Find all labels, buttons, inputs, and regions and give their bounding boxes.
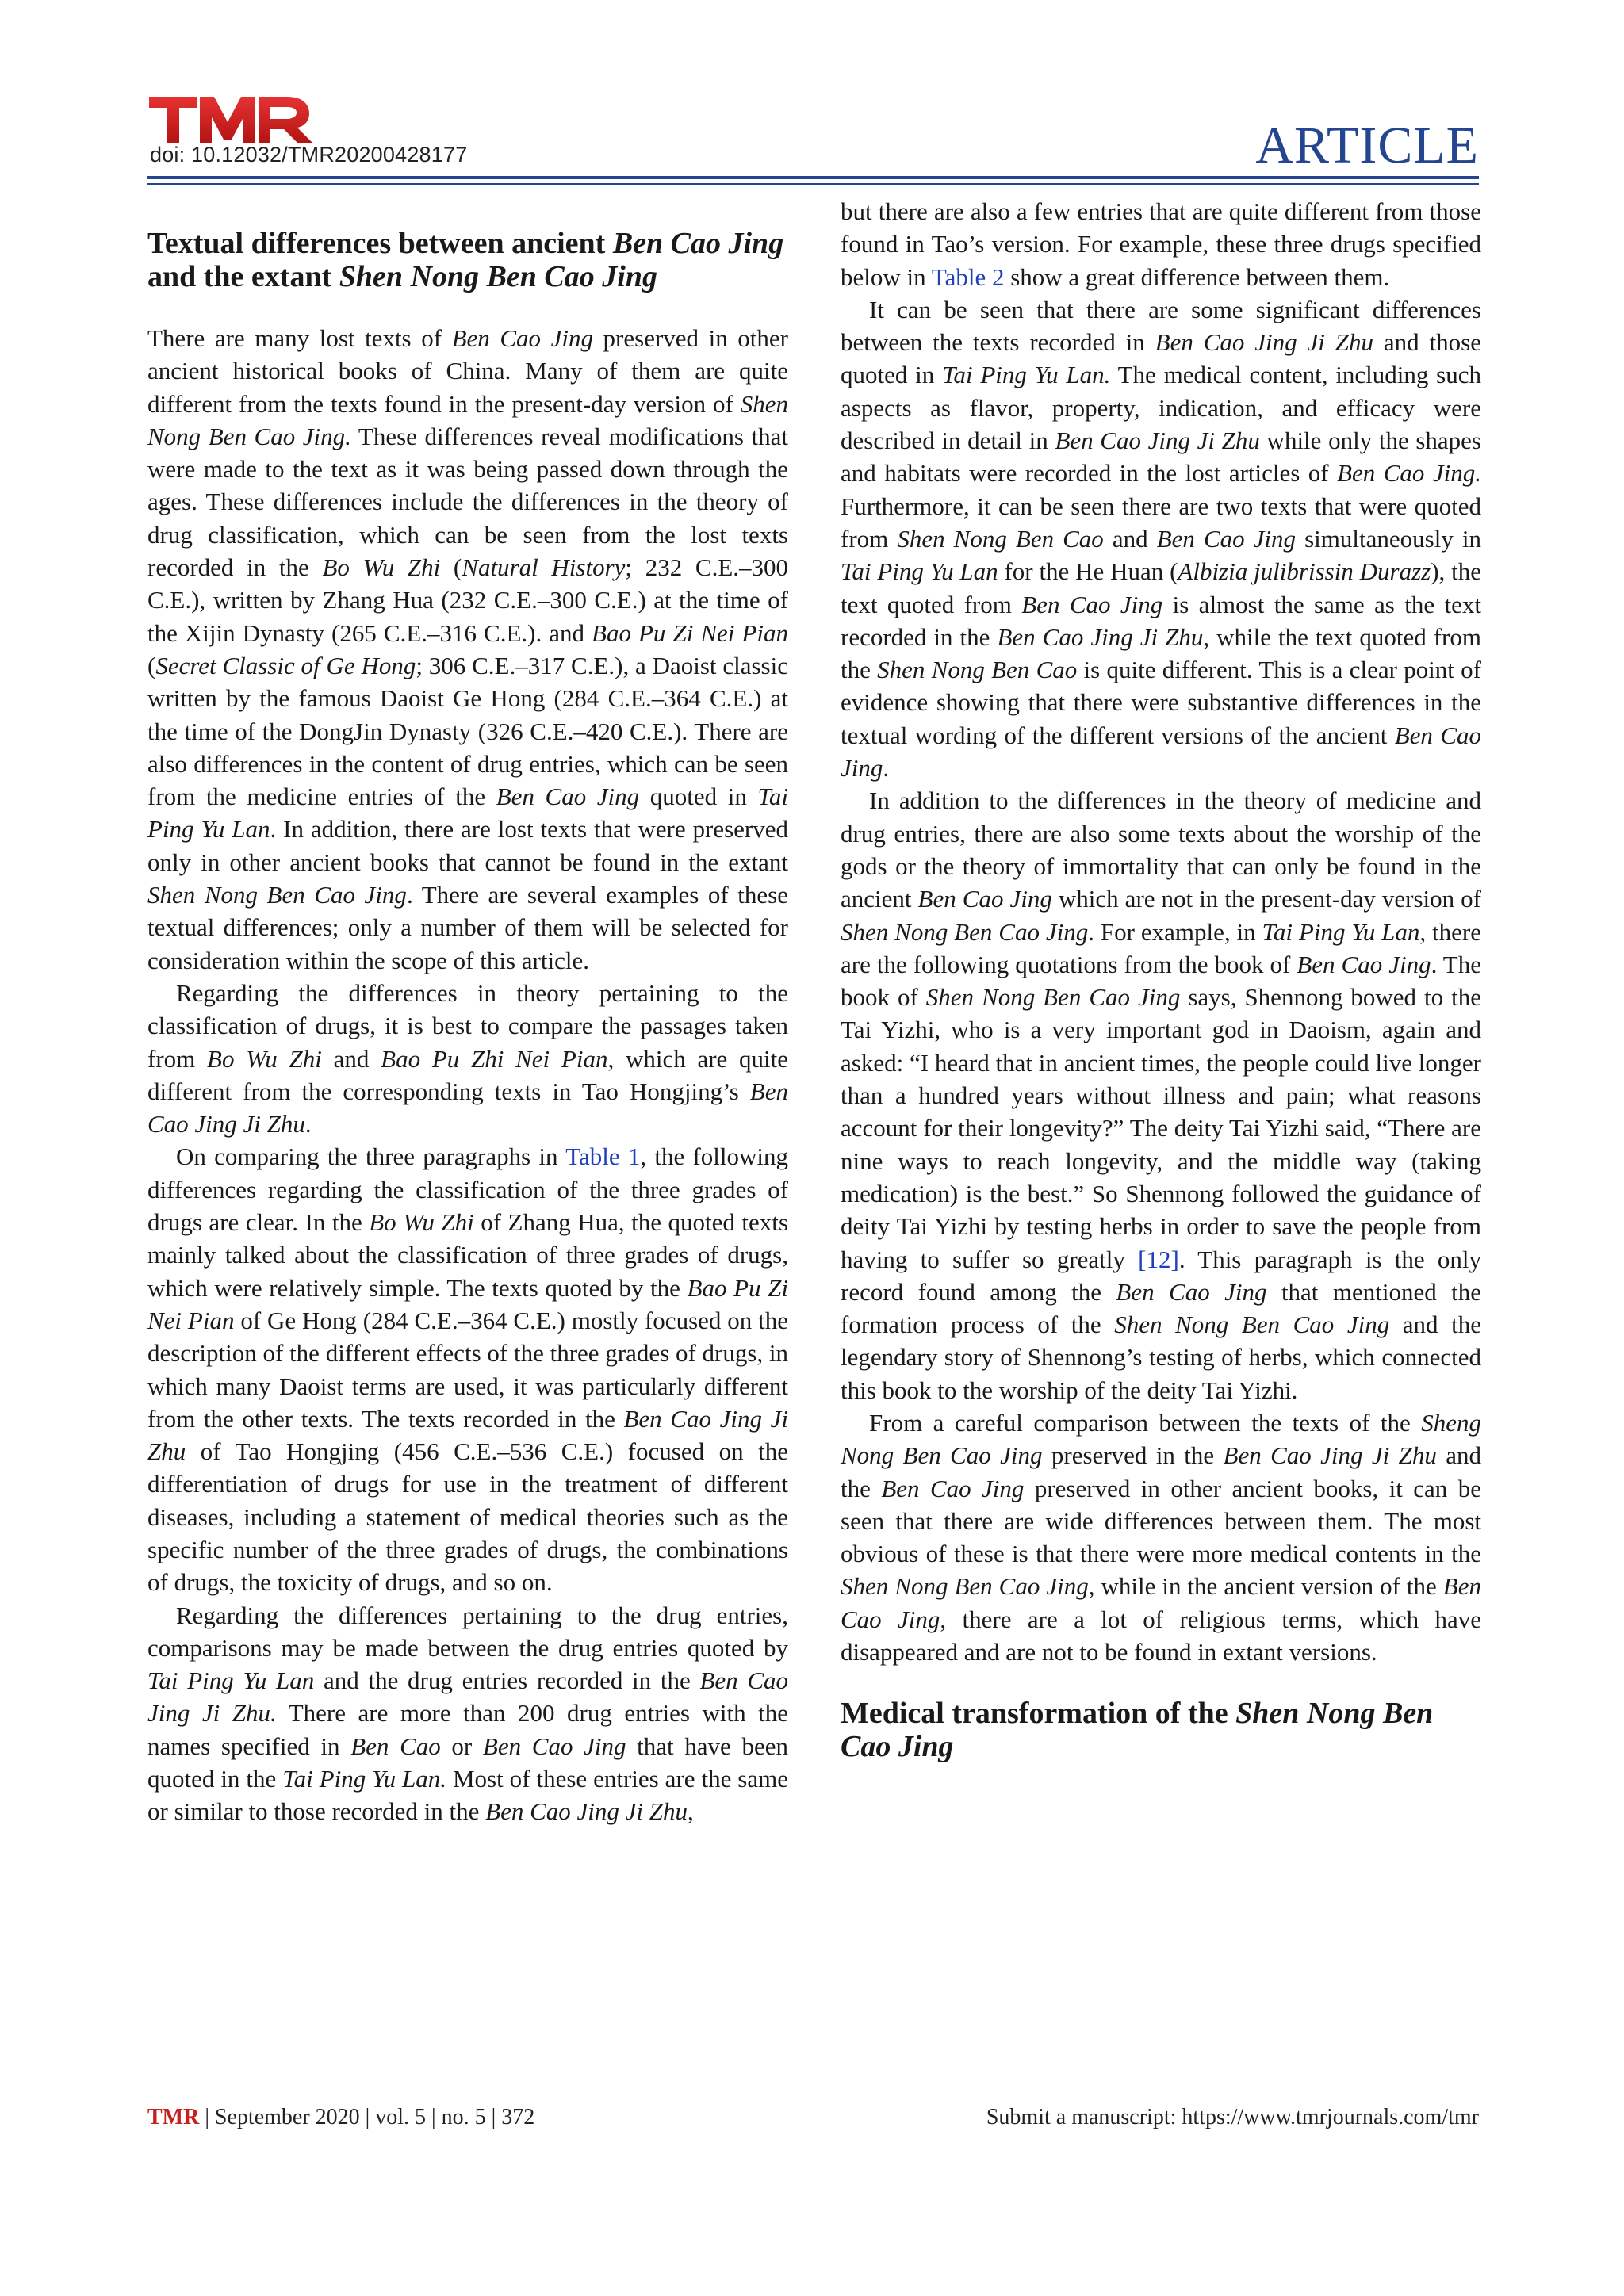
paragraph: but there are also a few entries that are quite different from those found in Tao’s version. For example, these three drugs specified below in Table 2 show a great difference between them.	[841, 197, 1481, 291]
paragraph: In addition to the differences in the theory of medicine and drug entries, there are also some texts about the worship of the gods or the theory of immortality that can only be found in the ancient Ben Cao Jing which are not in the present-day version of Shen Nong Ben Cao Jing. For example, in Tai Ping Yu Lan, there are the following quotations from the book of Ben Cao Jing. The book of Shen Nong Ben Cao Jing says, Shennong bowed to the Tai Yizhi, who is a very important god in Daoism, again and asked: “I heard that in ancient times, the people could live longer than a hundred years without illness and pain; what reasons account for their longevity?” The deity Tai Yizhi said, “There are nine ways to reach longevity, and the middle way (taking medication) is the best.” So Shennong followed the guidance of deity Tai Yizhi by testing herbs in order to save the people from having to suffer so greatly [12]. This paragraph is the only record found among the Ben Cao Jing that mentioned the formation process of the Shen Nong Ben Cao Jing and the legendary story of Shennong’s testing of herbs, which connected this book to the worship of the deity Tai Yizhi.	[841, 786, 1481, 1404]
paragraph: It can be seen that there are some significant differences between the texts recorded in Ben Cao Jing Ji Zhu and those quoted in Tai Ping Yu Lan. The medical content, including such aspects as flavor, property, indication, and efficacy were described in detail in Ben Cao Jing Ji Zhu while only the shapes and habitats were recorded in the lost articles of Ben Cao Jing. Furthermore, it can be seen there are two texts that were quoted from Shen Nong Ben Cao and Ben Cao Jing simultaneously in Tai Ping Yu Lan for the He Huan (Albizia julibrissin Durazz), the text quoted from Ben Cao Jing is almost the same as the text recorded in the Ben Cao Jing Ji Zhu, while the text quoted from the Shen Nong Ben Cao is quite different. This is a clear point of evidence showing that there were substantive differences in the textual wording of the different versions of the ancient Ben Cao Jing.	[841, 295, 1482, 783]
paragraph: From a careful comparison between the texts of the Sheng Nong Ben Cao Jing preserved in the Ben Cao Jing Ji Zhu and the Ben Cao Jing preserved in other ancient books, it can be seen that there are wide differences between them. The most obvious of these is that there were more medical contents in the Shen Nong Ben Cao Jing, while in the ancient version of the Ben Cao Jing, there are a lot of religious terms, which have disappeared and are not to be found in extant versions.	[841, 1408, 1482, 1667]
doi-text: doi: 10.12032/TMR20200428177	[150, 143, 468, 166]
header-rule	[147, 176, 1479, 179]
table-1-link[interactable]: Table 1	[565, 1142, 641, 1171]
left-column	[147, 195, 788, 1828]
footer-issue: | September 2020 | vol. 5 | no. 5 | 372	[199, 2105, 535, 2130]
article-section-label: ARTICLE	[1255, 117, 1479, 174]
table-2-link[interactable]: Table 2	[931, 262, 1005, 291]
footer-submit-link[interactable]: Submit a manuscript: https://www.tmrjournals.com/tmr	[986, 2105, 1479, 2130]
tmr-logo	[147, 94, 314, 144]
footer-journal: TMR	[147, 2105, 200, 2130]
header-rule-thin	[147, 183, 1479, 185]
right-column	[841, 195, 1481, 1763]
paragraph: On comparing the three paragraphs in Table 1, the following differences regarding the classification of the three grades of drugs are clear. In the Bo Wu Zhi of Zhang Hua, the quoted texts mainly talked about the classification of three grades of drugs, which were relatively simple. The texts quoted by the Bao Pu Zi Nei Pian of Ge Hong (284 C.E.–364 C.E.) mostly focused on the description of the different effects of the three grades of drugs, in which many Daoist terms are used, it was particularly different from the other texts. The texts recorded in the Ben Cao Jing Ji Zhu of Tao Hongjing (456 C.E.–536 C.E.) focused on the differentiation of drugs for use in the treatment of different diseases, including a statement of medical theories such as the specific number of the three grades of drugs, the combinations of drugs, the toxicity of drugs, and so on.	[147, 1142, 789, 1597]
section-heading-medical-transformation: Medical transformation of the Shen Nong Ben Cao Jing	[841, 1697, 1434, 1764]
paragraph: Regarding the differences pertaining to the drug entries, comparisons may be made between the drug entries quoted by Tai Ping Yu Lan and the drug entries recorded in the Ben Cao Jing Ji Zhu. There are more than 200 drug entries with the names specified in Ben Cao or Ben Cao Jing that have been quoted in the Tai Ping Yu Lan. Most of these entries are the same or similar to those recorded in the Ben Cao Jing Ji Zhu,	[147, 1601, 789, 1826]
paragraph: Regarding the differences in theory pertaining to the classification of drugs, it is best to compare the passages taken from Bo Wu Zhi and Bao Pu Zhi Nei Pian, which are quite different from the corresponding texts in Tao Hongjing’s Ben Cao Jing Ji Zhu.	[147, 978, 789, 1138]
footer-citation	[147, 2105, 534, 2130]
section-heading-textual-differences: Textual differences between ancient Ben Cao Jing and the extant Shen Nong Ben Cao Jing	[147, 227, 784, 293]
reference-12-link[interactable]: [12]	[1138, 1245, 1179, 1273]
paragraph: There are many lost texts of Ben Cao Jing preserved in other ancient historical books of China. Many of them are quite different from the texts found in the present-day version of Shen Nong Ben Cao Jing. These differences reveal modifications that were made to the text as it was being passed down through the ages. These differences include the differences in the theory of drug classification, which can be seen from the lost texts recorded in the Bo Wu Zhi (Natural History; 232 C.E.–300 C.E.), written by Zhang Hua (232 C.E.–300 C.E.) at the time of the Xijin Dynasty (265 C.E.–316 C.E.). and Bao Pu Zi Nei Pian (Secret Classic of Ge Hong; 306 C.E.–317 C.E.), a Daoist classic written by the famous Daoist Ge Hong (284 C.E.–364 C.E.) at the time of the DongJin Dynasty (326 C.E.–420 C.E.). There are also differences in the content of drug entries, which can be seen from the medicine entries of the Ben Cao Jing quoted in Tai Ping Yu Lan. In addition, there are lost texts that were preserved only in other ancient books that cannot be found in the extant Shen Nong Ben Cao Jing. There are several examples of these textual differences; only a number of them will be selected for consideration within the scope of this article.	[147, 324, 789, 974]
